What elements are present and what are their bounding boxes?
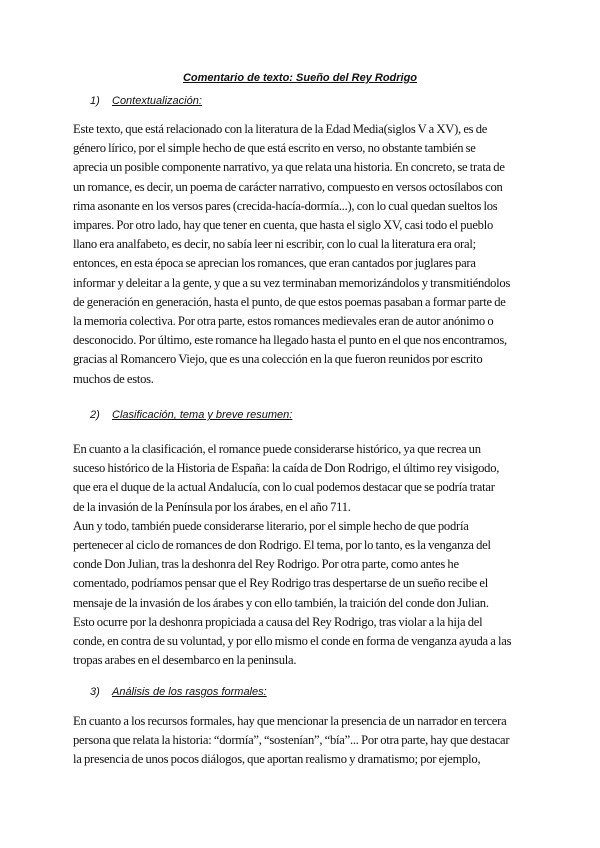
text-line: conde Don Julian, tras la deshonra del Rey Rodrigo. Por otra parte, como antes he (73, 557, 459, 572)
text-line: Esto ocurre por la deshonra propiciada a causa del Rey Rodrigo, tras violar a la hija del (73, 614, 483, 629)
text-line: suceso histórico de la Historia de España: la caída de Don Rodrigo, el último rey visigodo, (73, 461, 500, 476)
text-line: comentado, podríamos pensar que el Rey Rodrigo tras despertarse de un sueño recibe el (73, 576, 488, 591)
paragraph-contextualizacion (73, 120, 535, 389)
section-number: 3) (90, 686, 100, 698)
text-line: informar y deleitar a la gente, y que a su vez terminaban memorizándolos y transmitiéndolos (73, 275, 511, 290)
paragraph-clasificacion (73, 440, 535, 670)
text-line: la presencia de unos pocos diálogos, que aportan realismo y dramatismo; por ejemplo, (73, 752, 481, 767)
section-number: 2) (90, 409, 100, 421)
text-line: aprecia un posible componente narrativo, ya que relata una historia. En concreto, se trata de (73, 160, 505, 175)
section-heading-label: Análisis de los rasgos formales: (112, 686, 267, 698)
text-line: muchos de estos. (73, 371, 154, 386)
text-line: tropas arabes en el desembarco en la peninsula. (73, 653, 297, 668)
section-heading-analisis (90, 686, 267, 698)
text-line: Aun y todo, también puede considerarse literario, por el simple hecho de que podría (73, 518, 469, 533)
text-line: rima asonante en los versos pares (crecida-hacía-dormía...), con lo cual quedan sueltos los (73, 198, 498, 213)
text-line: gracias al Romancero Viejo, que es una colección en la que fueron reunidos por escrito (73, 352, 483, 367)
text-line: conde, en contra de su voluntad, y por ello mismo el conde en forma de venganza ayuda a las (73, 634, 512, 649)
text-line: pertenecer al ciclo de romances de don Rodrigo. El tema, por lo tanto, es la venganza del (73, 538, 491, 553)
section-number: 1) (90, 95, 100, 107)
text-line: de la invasión de la Península por los árabes, en el año 711. (73, 499, 351, 514)
text-line: llano era analfabeto, es decir, no sabía leer ni escribir, con lo cual la literatura era oral; (73, 237, 476, 252)
section-heading-label: Contextualización: (112, 95, 202, 107)
paragraph-analisis (73, 712, 535, 770)
section-heading-label: Clasificación, tema y breve resumen: (112, 409, 293, 421)
text-line: mensaje de la invasión de los árabes y con ello también, la traición del conde don Julian. (73, 595, 489, 610)
text-line: de generación en generación, hasta el punto, de que estos poemas pasaban a formar parte de (73, 294, 506, 309)
text-line: impares. Por otro lado, hay que tener en cuenta, que hasta el siglo XV, casi todo el pueblo (73, 218, 494, 233)
text-line: persona que relata la historia: “dormía”, “sostenían”, “bía”... Por otra parte, hay que destacar (73, 733, 510, 748)
text-line: entonces, en esta época se aprecian los romances, que eran cantados por juglares para (73, 256, 476, 271)
section-heading-clasificacion (90, 409, 292, 421)
text-line: que era el duque de la actual Andalucía, con lo cual podemos destacar que se podría tratar (73, 480, 495, 495)
text-line: género lírico, por el simple hecho de que está escrito en verso, no obstante también se (73, 141, 476, 156)
text-line: En cuanto a los recursos formales, hay que mencionar la presencia de un narrador en tercera (73, 714, 507, 728)
text-line: En cuanto a la clasificación, el romance puede considerarse histórico, ya que recrea un (73, 442, 481, 456)
document-title: Comentario de texto: Sueño del Rey Rodrigo (182, 72, 418, 84)
text-line: la memoria colectiva. Por otra parte, estos romances medievales eran de autor anónimo o (73, 314, 494, 329)
text-line: desconocido. Por último, este romance ha llegado hasta el punto en el que nos encontramos, (73, 333, 507, 348)
section-heading-contextualizacion (90, 95, 202, 107)
text-line: un romance, es decir, un poema de carácter narrativo, compuesto en versos octosílabos con (73, 179, 503, 194)
text-line: Este texto, que está relacionado con la literatura de la Edad Media(siglos V a XV), es de (73, 122, 488, 136)
